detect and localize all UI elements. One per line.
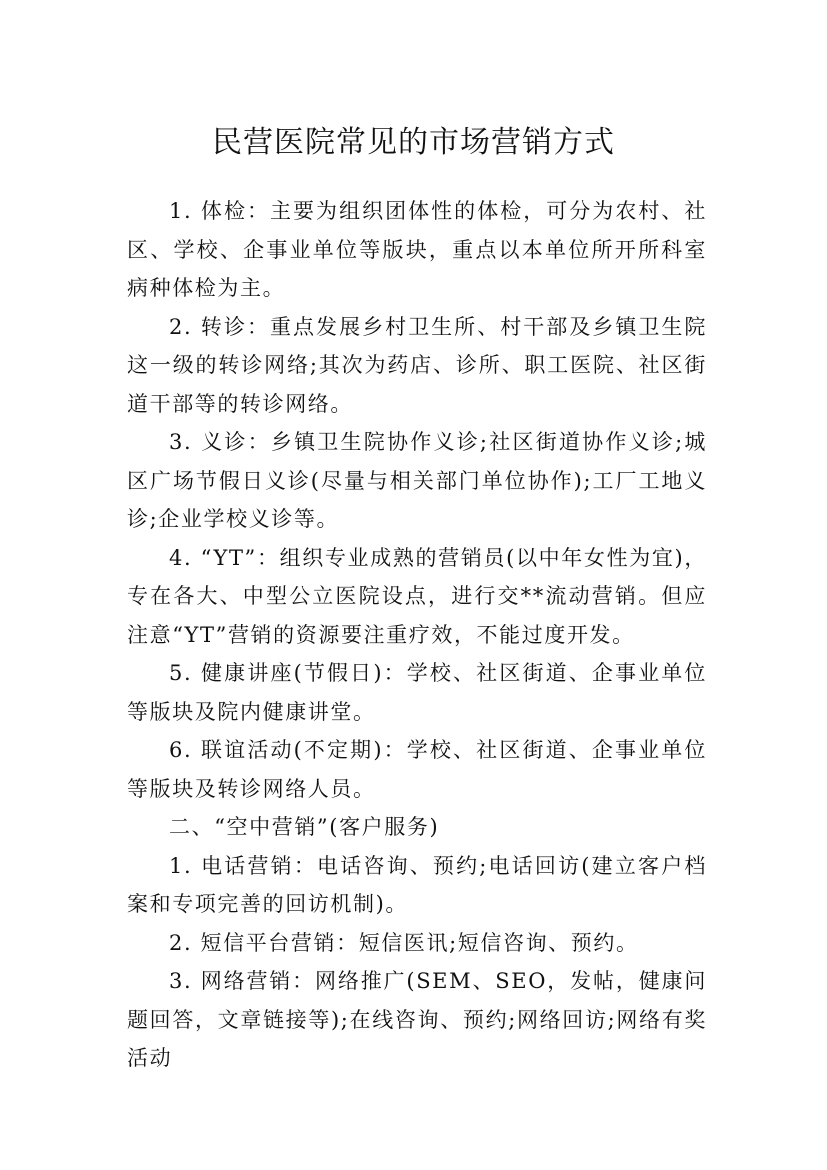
section-heading-air-marketing: 二、“空中营销”(客户服务) — [169, 815, 440, 839]
document-title: 民营医院常见的市场营销方式 — [212, 125, 615, 161]
paragraph-online-marketing: 3. 网络营销：网络推广(SEM、SEO，发帖，健康问题回答，文章链接等);在线咨询、预约;网络回访;网络有奖活动 — [127, 969, 707, 1070]
paragraph-free-clinic: 3. 义诊：乡镇卫生院协作义诊;社区街道协作义诊;城区广场节假日义诊(尽量与相关部门单位协作);工厂工地义诊;企业学校义诊等。 — [127, 430, 707, 531]
paragraph-sms-marketing: 2. 短信平台营销：短信医讯;短信咨询、预约。 — [169, 930, 639, 955]
paragraph-friendship-activity: 6. 联谊活动(不定期)：学校、社区街道、企事业单位等版块及转诊网络人员。 — [127, 738, 707, 801]
paragraph-health-lecture: 5. 健康讲座(节假日)：学校、社区街道、企事业单位等版块及院内健康讲堂。 — [127, 661, 707, 724]
paragraph-yt: 4. “YT”：组织专业成熟的营销员(以中年女性为宜)，专在各大、中型公立医院设点，进行交**流动营销。但应注意“YT”营销的资源要注重疗效，不能过度开发。 — [127, 545, 707, 647]
document-body — [127, 192, 707, 1078]
paragraph-checkup: 1. 体检：主要为组织团体性的体检，可分为农村、社区、学校、企事业单位等版块，重点以本单位所开所科室病种体检为主。 — [127, 199, 707, 300]
paragraph-phone-marketing: 1. 电话营销：电话咨询、预约;电话回访(建立客户档案和专项完善的回访机制)。 — [127, 853, 707, 916]
paragraph-referral: 2. 转诊：重点发展乡村卫生所、村干部及乡镇卫生院这一级的转诊网络;其次为药店、诊所、职工医院、社区街道干部等的转诊网络。 — [127, 314, 707, 416]
